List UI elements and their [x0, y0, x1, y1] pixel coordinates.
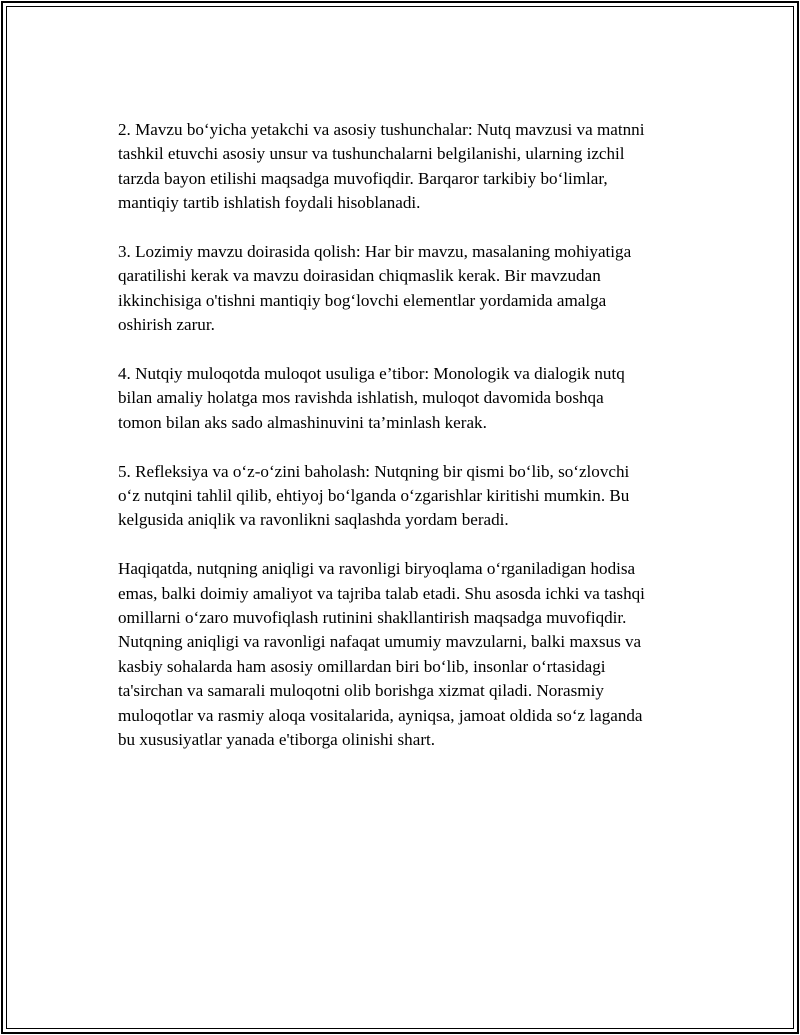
document-body	[118, 118, 698, 777]
text-line: bu xususiyatlar yanada e'tiborga olinishi shart.	[118, 730, 436, 750]
text-line: 4. Nutqiy muloqotda muloqot usuliga e’tibor: Monologik va dialogik nutq	[118, 364, 625, 384]
text-line: kelgusida aniqlik va ravonlikni saqlashda yordam beradi.	[118, 510, 509, 530]
text-line: tarzda bayon etilishi maqsadga muvofiqdir. Barqaror tarkibiy bo‘limlar,	[118, 168, 608, 188]
text-line: muloqotlar va rasmiy aloqa vositalarida, ayniqsa, jamoat oldida so‘z laganda	[118, 705, 643, 725]
paragraph-point-2	[118, 118, 698, 216]
text-line: ikkinchisiga o'tishni mantiqiy bog‘lovchi elementlar yordamida amalga	[118, 290, 607, 310]
paragraph-point-5	[118, 460, 698, 533]
text-line: kasbiy sohalarda ham asosiy omillardan biri bo‘lib, insonlar o‘rtasidagi	[118, 656, 606, 676]
text-line: 2. Mavzu bo‘yicha yetakchi va asosiy tushunchalar: Nutq mavzusi va matnni	[118, 120, 645, 139]
text-line: emas, balki doimiy amaliyot va tajriba talab etadi. Shu asosda ichki va tashqi	[118, 583, 645, 603]
text-line: bilan amaliy holatga mos ravishda ishlatish, muloqot davomida boshqa	[118, 388, 604, 408]
text-line: mantiqiy tartib ishlatish foydali hisoblanadi.	[118, 193, 421, 213]
text-line: oshirish zarur.	[118, 315, 215, 335]
paragraph-point-4	[118, 362, 698, 435]
text-line: tomon bilan aks sado almashinuvini ta’minlash kerak.	[118, 412, 487, 432]
text-line: o‘z nutqini tahlil qilib, ehtiyoj bo‘lganda o‘zgarishlar kiritishi mumkin. Bu	[118, 486, 630, 506]
text-line: qaratilishi kerak va mavzu doirasidan chiqmaslik kerak. Bir mavzudan	[118, 266, 601, 286]
text-line: Haqiqatda, nutqning aniqligi va ravonligi biryoqlama o‘rganiladigan hodisa	[118, 559, 636, 579]
text-line: 3. Lozimiy mavzu doirasida qolish: Har bir mavzu, masalaning mohiyatiga	[118, 242, 632, 262]
text-line: ta'sirchan va samarali muloqotni olib borishga xizmat qiladi. Norasmiy	[118, 681, 604, 701]
text-line: omillarni o‘zaro muvofiqlash rutinini shakllantirish maqsadga muvofiqdir.	[118, 608, 627, 628]
text-line: Nutqning aniqligi va ravonligi nafaqat umumiy mavzularni, balki maxsus va	[118, 632, 642, 652]
paragraph-conclusion	[118, 557, 698, 752]
text-line: tashkil etuvchi asosiy unsur va tushunchalarni belgilanishi, ularning izchil	[118, 144, 625, 164]
paragraph-point-3	[118, 240, 698, 338]
text-line: 5. Refleksiya va o‘z-o‘zini baholash: Nutqning bir qismi bo‘lib, so‘zlovchi	[118, 461, 630, 481]
